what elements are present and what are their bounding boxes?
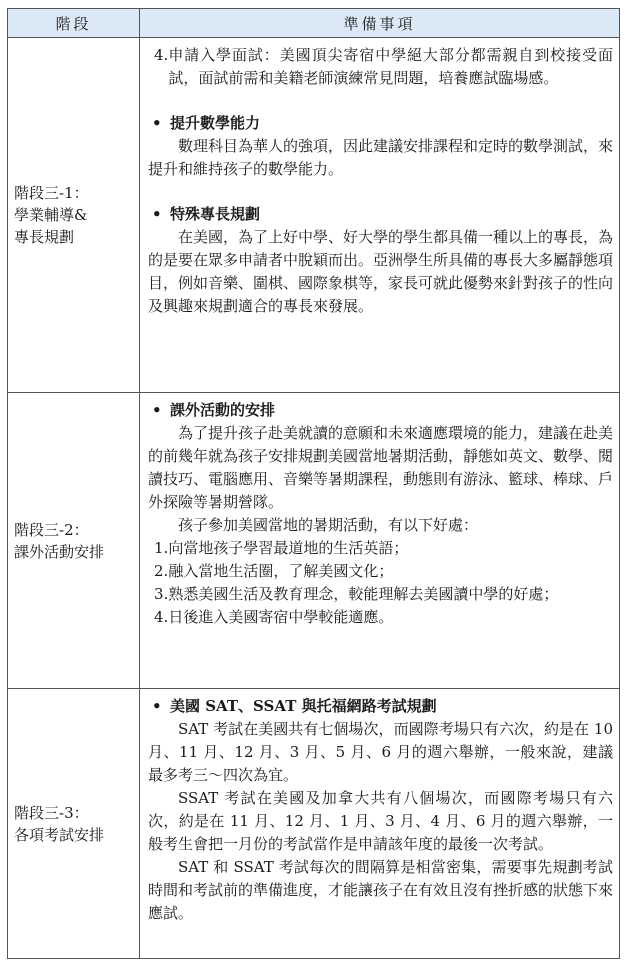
- content-cell: [140, 38, 620, 393]
- list-text: 熟悉美國生活及教育理念，較能理解去美國讀中學的好處；: [168, 585, 559, 603]
- table-row: [8, 393, 620, 689]
- stage-label: 各項考試安排: [14, 825, 105, 844]
- list-number: 4.: [154, 46, 169, 64]
- section-heading: • 課外活動的安排: [148, 399, 613, 422]
- list-item: [148, 537, 613, 560]
- paragraph: SSAT 考試在美國及加拿大共有八個場次，而國際考場只有六次，約是在 11 月、12 月、1 月、3 月、4 月、6 月的週六舉辦，一般考生會把一月份的考試當作是申請該年度的最後一次考試。: [148, 789, 613, 853]
- paragraph: SAT 考試在美國共有七個場次，而國際考場只有六次，約是在 10 月、11 月、12 月、3 月、5 月、6 月的週六舉辦，一般來說，建議最多考三～四次為宜。: [148, 720, 613, 784]
- paragraph: 孩子參加美國當地的暑期活動，有以下好處：: [178, 516, 479, 534]
- stage-label: 專長規劃: [14, 228, 75, 246]
- section-heading: • 特殊專長規劃: [148, 203, 613, 226]
- list-text: 融入當地生活圈，了解美國文化；: [168, 562, 394, 580]
- section-heading: • 提升數學能力: [148, 112, 613, 135]
- table-row: [8, 38, 620, 393]
- content-cell: [140, 689, 620, 959]
- list-item: [148, 44, 613, 90]
- paragraph: 在美國，為了上好中學、好大學的學生都具備一種以上的專長，為的是要在眾多申請者中脫穎而出。亞洲學生所具備的專長大多屬靜態項目，例如音樂、圍棋、國際象棋等，家長可就此優勢來針對孩子的性向及興趣來規劃適合的專長來發展。: [148, 228, 614, 315]
- list-number: 4.: [154, 608, 169, 626]
- header-stage: 階段: [8, 9, 140, 38]
- list-number: 2.: [154, 562, 169, 580]
- stage-label: 階段三-1：: [14, 184, 89, 202]
- stage-label: 課外活動安排: [14, 542, 105, 561]
- stage-cell: [8, 38, 140, 393]
- list-number: 3.: [154, 585, 169, 603]
- paragraph: SAT 和 SSAT 考試每次的間隔算是相當密集，需要事先規劃考試時間和考試前的準備進度，才能讓孩子在有效且沒有挫折感的狀態下來應試。: [148, 858, 614, 922]
- list-number: 1.: [154, 539, 169, 557]
- table-header-row: [8, 9, 620, 38]
- paragraph: 為了提升孩子赴美就讀的意願和未來適應環境的能力，建議在赴美的前幾年就為孩子安排規劃美國當地暑期活動，靜態如英文、數學、閱讀技巧、電腦應用、音樂等暑期課程，動態則有游泳、籃球、棒球、戶外探險等暑期營隊。: [148, 424, 614, 511]
- stage-label: 階段三-2：: [14, 520, 89, 539]
- stage-cell: [8, 689, 140, 959]
- paragraph: 數理科目為華人的強項，因此建議安排課程和定時的數學測試，來提升和維持孩子的數學能力。: [148, 137, 614, 178]
- list-text: 日後進入美國寄宿中學較能適應。: [168, 608, 394, 626]
- preparation-table: [7, 8, 620, 959]
- stage-label: 學業輔導&: [14, 206, 88, 224]
- list-item: [148, 606, 613, 629]
- list-text: 申請入學面試：美國頂尖寄宿中學絕大部分都需親自到校接受面試，面試前需和美籍老師演練常見問題，培養應試臨場感。: [168, 46, 613, 87]
- header-items: 準備事項: [140, 9, 620, 38]
- stage-cell: [8, 393, 140, 689]
- content-cell: [140, 393, 620, 689]
- stage-label: 階段三-3：: [14, 803, 89, 822]
- table-row: [8, 689, 620, 959]
- section-heading: • 美國 SAT、SSAT 與托福網路考試規劃: [148, 695, 613, 718]
- list-item: [148, 560, 613, 583]
- list-text: 向當地孩子學習最道地的生活英語；: [168, 539, 409, 557]
- list-item: [148, 583, 613, 606]
